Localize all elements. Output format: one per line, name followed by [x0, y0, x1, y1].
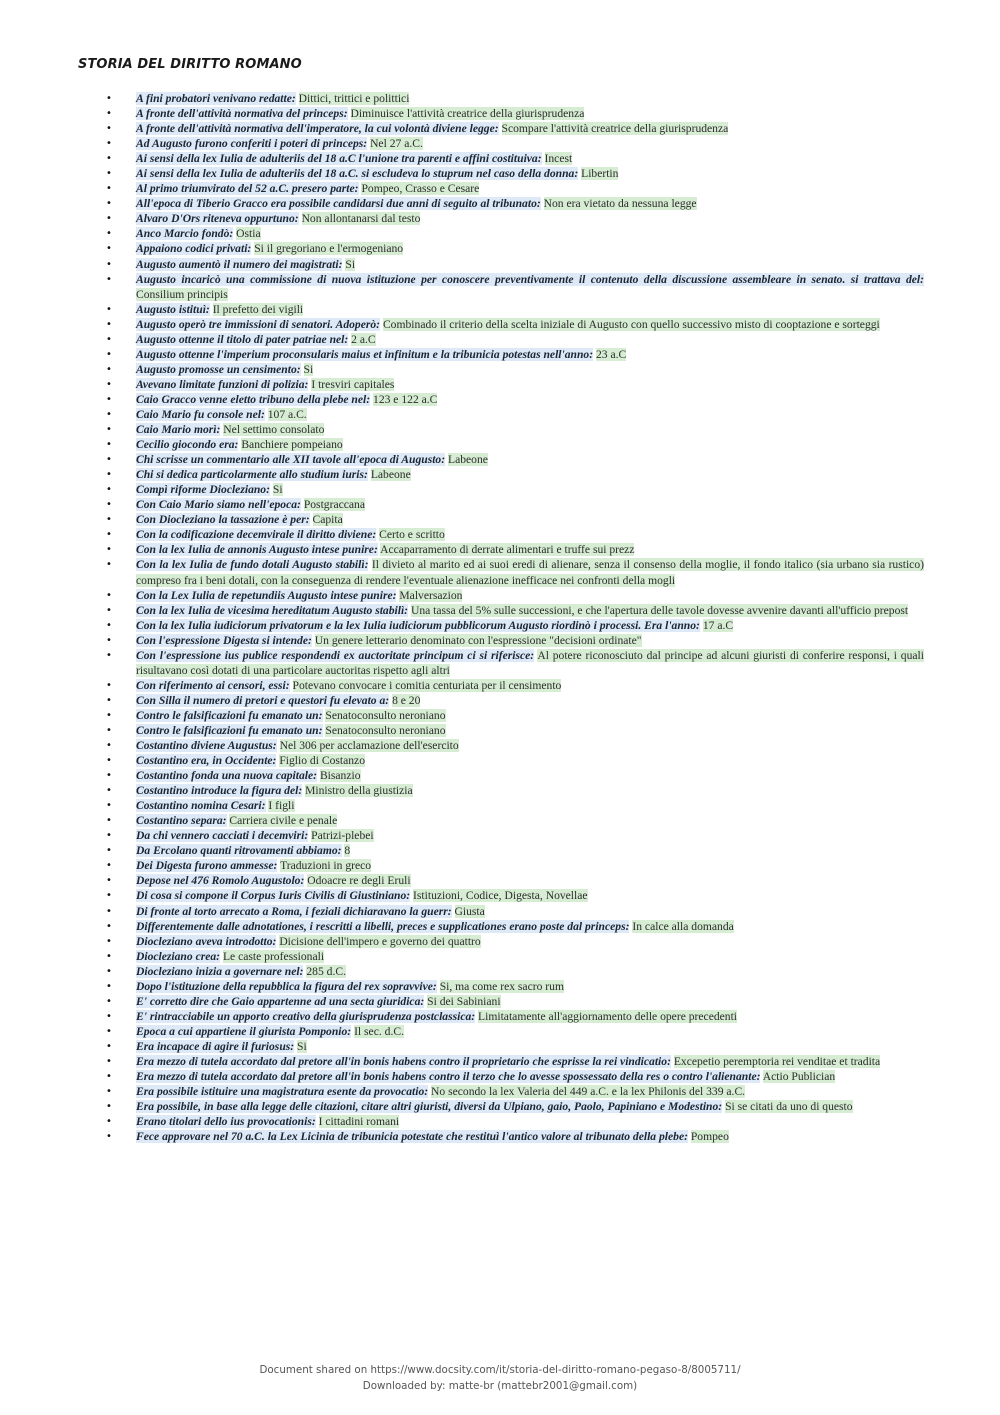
question-text: Con Silla il numero di pretori e questori fu elevato a:: [136, 693, 390, 707]
list-item: [104, 994, 924, 1009]
list-item: [104, 1069, 924, 1084]
answer-text: No secondo la lex Valeria del 449 a.C. e la lex Philonis del 339 a.C.: [431, 1085, 746, 1099]
answer-text: Si dei Sabiniani: [427, 994, 501, 1008]
answer-text: Si: [303, 362, 314, 376]
list-item: [104, 934, 924, 949]
list-item: [104, 904, 924, 919]
question-text: Augusto ottenne il titolo di pater patriae nel:: [136, 332, 349, 346]
question-text: Costantino nomina Cesari:: [136, 799, 266, 813]
answer-text: Si se citati da uno di questo: [725, 1100, 853, 1114]
list-item: [104, 648, 924, 678]
list-item: [104, 843, 924, 858]
answer-text: Senatoconsulto neroniano: [325, 708, 446, 722]
question-text: Caio Gracco venne eletto tribuno della plebe nel:: [136, 392, 371, 406]
list-item: [104, 783, 924, 798]
question-text: Con Caio Mario siamo nell'epoca:: [136, 498, 301, 512]
question-text: E' corretto dire che Gaio appartenne ad una secta giuridica:: [136, 994, 425, 1008]
answer-text: Figlio di Costanzo: [279, 754, 365, 768]
answer-text: 17 a.C: [702, 618, 734, 632]
question-text: Con la Lex Iulia de repetundiis Augusto intese punire:: [136, 588, 397, 602]
answer-text: 8 e 20: [392, 693, 421, 707]
list-item: [104, 678, 924, 693]
question-text: Diocleziano inizia a governare nel:: [136, 964, 304, 978]
answer-text: Si: [345, 257, 356, 271]
question-text: Chi scrisse un commentario alle XII tavole all'epoca di Augusto:: [136, 453, 446, 467]
list-item: [104, 377, 924, 392]
list-item: [104, 121, 924, 136]
list-item: [104, 979, 924, 994]
list-item: [104, 708, 924, 723]
answer-text: Ostia: [236, 227, 261, 241]
list-item: [104, 181, 924, 196]
list-item: [104, 1039, 924, 1054]
question-text: Cecilio giocondo era:: [136, 438, 239, 452]
answer-text: Non era vietato da nessuna legge: [543, 197, 697, 211]
answer-text: Potevano convocare i comitia centuriata per il censimento: [292, 678, 562, 692]
answer-text: 2 a.C: [351, 332, 376, 346]
question-text: Di cosa si compone il Corpus Iuris Civilis di Giustiniano:: [136, 889, 411, 903]
question-text: Fece approvare nel 70 a.C. la Lex Licinia de tribunicia potestate che restituì l'antico valore al tribunato della plebe:: [136, 1130, 688, 1144]
footer-downloaded-by: Downloaded by: matte-br (mattebr2001@gmail.com): [362, 1380, 638, 1392]
list-item: [104, 723, 924, 738]
question-text: Augusto istituì:: [136, 302, 210, 316]
question-text: Da chi vennero cacciati i decemviri:: [136, 829, 309, 843]
answer-text: Accaparramento di derrate alimentari e truffe sui prezz: [380, 543, 635, 557]
list-item: [104, 798, 924, 813]
question-text: Era possibile istituire una magistratura esente da provocatio:: [136, 1085, 429, 1099]
list-item: [104, 106, 924, 121]
question-text: Con la lex Iulia iudiciorum privatorum e la lex Iulia iudiciorum pubblicorum Augusto riordinò i processi. Era l'anno:: [136, 618, 700, 632]
answer-text: Bisanzio: [319, 769, 361, 783]
question-text: Augusto incaricò una commissione di nuova istituzione per conoscere preventivamente il contenuto della discussione assembleare in senato. si trattava del:: [136, 272, 924, 286]
list-item: [104, 1084, 924, 1099]
answer-text: Traduzioni in greco: [280, 859, 372, 873]
question-text: Augusto operò tre immissioni di senatori. Adoperò:: [136, 317, 381, 331]
answer-text: Pompeo, Crasso e Cesare: [361, 182, 480, 196]
list-item: [104, 196, 924, 211]
answer-text: Limitatamente all'aggiornamento delle opere precedenti: [478, 1009, 738, 1023]
question-text: Alvaro D'Ors riteneva oppurtuno:: [136, 212, 299, 226]
list-item: [104, 437, 924, 452]
list-item: [104, 226, 924, 241]
list-item: [104, 603, 924, 618]
question-text: Dei Digesta furono ammesse:: [136, 859, 278, 873]
list-item: [104, 1114, 924, 1129]
list-item: [104, 693, 924, 708]
list-item: [104, 317, 924, 332]
question-text: Ai sensi della lex Iulia de adulteriis del 18 a.C. si escludeva lo stuprum nel caso della donna:: [136, 167, 579, 181]
answer-text: Capita: [312, 513, 343, 527]
answer-text: Si il gregoriano e l'ermogeniano: [254, 242, 404, 256]
question-text: All'epoca di Tiberio Gracco era possibile candidarsi due anni di seguito al tribunato:: [136, 197, 541, 211]
list-item: [104, 151, 924, 166]
answer-text: Senatoconsulto neroniano: [325, 723, 446, 737]
question-text: Con la lex Iulia de vicesima hereditatum Augusto stabilì:: [136, 603, 409, 617]
question-text: A fini probatori venivano redatte:: [136, 92, 296, 105]
list-item: [104, 241, 924, 256]
list-item: [104, 1024, 924, 1039]
question-text: Costantino introduce la figura del:: [136, 784, 303, 798]
question-text: Diocleziano aveva introdotto:: [136, 934, 277, 948]
answer-text: 8: [344, 844, 351, 858]
list-item: [104, 858, 924, 873]
list-item: [104, 527, 924, 542]
question-text: Caio Mario morì:: [136, 423, 221, 437]
answer-text: Incest: [544, 152, 573, 166]
question-text: Con Diocleziano la tassazione è per:: [136, 513, 310, 527]
answer-text: Ministro della giustizia: [305, 784, 413, 798]
list-item: [104, 873, 924, 888]
list-item: [104, 91, 924, 106]
list-item: [104, 753, 924, 768]
answer-text: Al potere riconosciuto dal principe ad alcuni giuristi di conferire responsi, i quali risultavano così dotati di una particolare auctoritas rispetto agli altri: [136, 648, 924, 677]
footer-shared-link: Document shared on https://www.docsity.com/it/storia-del-diritto-romano-pegaso-8/8005711/: [259, 1364, 741, 1376]
list-item: [104, 964, 924, 979]
question-text: A fronte dell'attività normativa dell'imperatore, la cui volontà diviene legge:: [136, 122, 499, 136]
question-text: Erano titolari dello ius provocationis:: [136, 1115, 316, 1129]
list-item: [104, 347, 924, 362]
list-item: [104, 768, 924, 783]
question-text: Compì riforme Diocleziano:: [136, 483, 270, 497]
answer-text: Pompeo: [690, 1130, 729, 1144]
question-text: Contro le falsificazioni fu emanato un:: [136, 723, 323, 737]
list-item: [104, 211, 924, 226]
answer-text: Postgraccana: [303, 498, 365, 512]
question-text: Ad Augusto furono conferiti i poteri di princeps:: [136, 137, 368, 151]
answer-text: Il prefetto dei vigili: [212, 302, 304, 316]
list-item: [104, 888, 924, 903]
answer-text: Giusta: [454, 904, 485, 918]
answer-text: Nel 27 a.C.: [370, 137, 423, 151]
answer-text: Nel 306 per acclamazione dell'esercito: [279, 739, 459, 753]
question-text: Costantino diviene Augustus:: [136, 739, 277, 753]
question-text: Con la lex Iulia de annonis Augusto intese punire:: [136, 543, 378, 557]
list-item: [104, 136, 924, 151]
list-item: [104, 422, 924, 437]
question-text: Contro le falsificazioni fu emanato un:: [136, 708, 323, 722]
answer-text: 23 a.C: [596, 347, 627, 361]
answer-text: Carriera civile e penale: [229, 814, 338, 828]
answer-text: Un genere letterario denominato con l'espressione "decisioni ordinate": [314, 633, 642, 647]
list-item: [104, 452, 924, 467]
answer-text: Non allontanarsi dal testo: [301, 212, 421, 226]
list-item: [104, 166, 924, 181]
list-item: [104, 482, 924, 497]
question-text: Augusto promosse un censimento:: [136, 362, 301, 376]
list-item: [104, 738, 924, 753]
answer-text: Dicisione dell'impero e governo dei quattro: [279, 934, 481, 948]
question-text: Anco Marcio fondò:: [136, 227, 234, 241]
question-text: Con l'espressione Digesta si intende:: [136, 633, 312, 647]
answer-text: I figli: [268, 799, 295, 813]
list-item: [104, 542, 924, 557]
answer-text: Si: [272, 483, 283, 497]
answer-text: Scompare l'attività creatrice della giurisprudenza: [501, 122, 729, 136]
list-item: [104, 1129, 924, 1144]
list-item: [104, 633, 924, 648]
question-text: Chi si dedica particolarmente allo studium iuris:: [136, 468, 368, 482]
question-text: E' rintracciabile un apporto creativo della giurisprudenza postclassica:: [136, 1009, 476, 1023]
list-item: [104, 362, 924, 377]
question-text: Costantino fonda una nuova capitale:: [136, 769, 318, 783]
list-item: [104, 302, 924, 317]
answer-text: Banchiere pompeiano: [241, 438, 343, 452]
question-text: Era possibile, in base alla legge delle citazioni, citare altri giuristi, diversi da Ulpiano, gaio, Paolo, Papiniano e Modestino:: [136, 1100, 723, 1114]
answer-text: Si: [297, 1039, 307, 1053]
answer-text: I tresviri capitales: [311, 377, 395, 391]
answer-text: 107 a.C.: [267, 407, 307, 421]
answer-text: Si, ma come rex sacro rum: [439, 979, 564, 993]
list-item: [104, 949, 924, 964]
question-text: Augusto ottenne l'imperium proconsularis maius et infinitum e la tribunicia potestas nell'anno:: [136, 347, 594, 361]
list-item: [104, 467, 924, 482]
answer-text: Combinado il criterio della scelta iniziale di Augusto con quello successivo misto di cooptazione e sorteggi: [382, 317, 880, 331]
list-item: [104, 828, 924, 843]
answer-text: Le caste professionali: [222, 949, 325, 963]
list-item: [104, 407, 924, 422]
answer-text: Certo e scritto: [379, 528, 445, 542]
list-item: [104, 332, 924, 347]
page-title: STORIA DEL DIRITTO ROMANO: [78, 57, 302, 72]
list-item: [104, 257, 924, 272]
answer-text: Odoacre re degli Eruli: [307, 874, 411, 888]
question-text: Con la codificazione decemvirale il diritto diviene:: [136, 528, 377, 542]
answer-text: Patrizi-plebei: [311, 829, 374, 843]
list-item: [104, 272, 924, 302]
question-text: Appaiono codici privati:: [136, 242, 252, 256]
list-item: [104, 392, 924, 407]
list-item: [104, 919, 924, 934]
answer-text: Libertin: [581, 167, 619, 181]
list-item: [104, 557, 924, 587]
list-item: [104, 1054, 924, 1069]
question-text: Con riferimento ai censori, essi:: [136, 678, 290, 692]
answer-text: Excepetio peremptoria rei venditae et tradita: [673, 1055, 881, 1068]
answer-text: Il sec. d.C.: [354, 1024, 404, 1038]
list-item: [104, 618, 924, 633]
question-text: Dopo l'istituzione della repubblica la figura del rex sopravvive:: [136, 979, 437, 993]
answer-text: Il divieto al marito ed ai suoi eredi di alienare, senza il consenso della moglie, il fondo italico (sia urbano sia rustico) compreso fra i beni dotali, con la conseguenza di rendere l'eventuale alienazione inefficace nei confronti della mogli: [136, 558, 924, 587]
question-text: Con la lex Iulia de fundo dotali Augusto stabilì:: [136, 558, 369, 572]
question-text: Augusto aumentò il numero dei magistrati:: [136, 257, 343, 271]
list-item: [104, 588, 924, 603]
question-text: Era incapace di agire il furiosus:: [136, 1039, 295, 1053]
answer-text: Nel settimo consolato: [223, 423, 325, 437]
answer-text: Labeone: [370, 468, 411, 482]
list-item: [104, 813, 924, 828]
question-text: Di fronte al torto arrecato a Roma, i feziali dichiaravano la guerr:: [136, 904, 452, 918]
question-text: Al primo triumvirato del 52 a.C. presero parte:: [136, 182, 359, 196]
answer-text: Labeone: [448, 453, 488, 467]
question-text: Avevano limitate funzioni di polizia:: [136, 377, 309, 391]
answer-text: Dittici, trittici e polittici: [298, 92, 410, 105]
list-item: [104, 512, 924, 527]
answer-text: Una tassa del 5% sulle successioni, e che l'apertura delle tavole dovesse avvenire davanti all'ufficio prepost: [410, 603, 909, 617]
answer-text: 123 e 122 a.C: [373, 392, 438, 406]
answer-text: Diminuisce l'attività creatrice della giurisprudenza: [350, 107, 585, 121]
question-text: Costantino era, in Occidente:: [136, 754, 277, 768]
question-text: Era mezzo di tutela accordato dal pretore all'in bonis habens contro il proprietario che esprisse la rei vindicatio:: [136, 1055, 671, 1068]
answer-text: Malversazion: [399, 588, 463, 602]
answer-text: In calce alla domanda: [632, 919, 734, 933]
question-text: Diocleziano crea:: [136, 949, 221, 963]
question-text: Con l'espressione ius publice respondendi ex auctoritate principum ci si riferisce:: [136, 648, 535, 662]
answer-text: Actio Publician: [762, 1070, 836, 1084]
question-text: Depose nel 476 Romolo Augustolo:: [136, 874, 305, 888]
question-text: Differentemente dalle adnotationes, i rescritti a libelli, preces e supplicationes erano poste dal princeps:: [136, 919, 630, 933]
question-text: Era mezzo di tutela accordato dal pretore all'in bonis habens contro il terzo che lo avesse spossessato della res o contro l'alienante:: [136, 1070, 761, 1084]
answer-text: I cittadini romani: [318, 1115, 400, 1129]
question-text: Epoca a cui appartiene il giurista Pomponio:: [136, 1024, 352, 1038]
question-text: Ai sensi della lex Iulia de adulteriis del 18 a.C l'unione tra parenti e affini costituiva:: [136, 152, 542, 166]
list-item: [104, 1099, 924, 1114]
list-item: [104, 497, 924, 512]
question-text: Costantino separa:: [136, 814, 227, 828]
list-item: [104, 1009, 924, 1024]
question-text: Da Ercolano quanti ritrovamenti abbiamo:: [136, 844, 342, 858]
qa-list: [104, 91, 924, 1144]
answer-text: Istituzioni, Codice, Digesta, Novellae: [413, 889, 588, 903]
question-text: A fronte dell'attività normativa del princeps:: [136, 107, 348, 121]
answer-text: 285 d.C.: [306, 964, 346, 978]
answer-text: Consilium principis: [136, 287, 228, 301]
question-text: Caio Mario fu console nel:: [136, 407, 265, 421]
